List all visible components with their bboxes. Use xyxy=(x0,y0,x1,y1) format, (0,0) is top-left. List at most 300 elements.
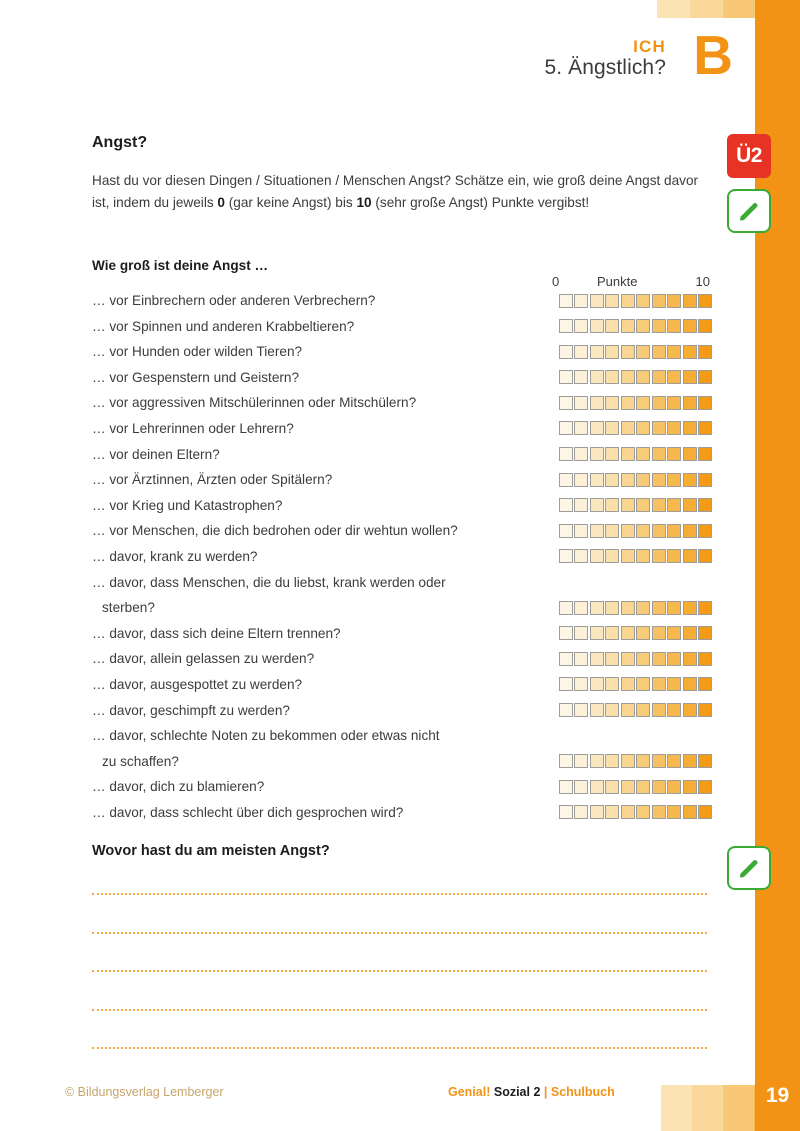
writing-line[interactable] xyxy=(92,1009,707,1011)
gradient-bar-3 xyxy=(723,0,756,18)
scale-cell-4[interactable] xyxy=(605,421,619,435)
scale-cell-8[interactable] xyxy=(667,677,681,691)
scale-cell-10[interactable] xyxy=(698,294,712,308)
question-text xyxy=(92,288,552,314)
scale-cell-6[interactable] xyxy=(636,370,650,384)
scale-cell-8[interactable] xyxy=(667,626,681,640)
scale-cell-8[interactable] xyxy=(667,805,681,819)
scale-cell-9[interactable] xyxy=(683,421,697,435)
question-line: … davor, geschimpft zu werden? xyxy=(92,702,290,718)
scale-cell-8[interactable] xyxy=(667,780,681,794)
scale-cell-10[interactable] xyxy=(698,345,712,359)
intro-bold-zero: 0 xyxy=(217,194,225,210)
scale-cell-6[interactable] xyxy=(636,319,650,333)
pencil-icon-box-top xyxy=(727,189,771,233)
header-orange-block xyxy=(755,0,800,30)
scale-cell-7[interactable] xyxy=(652,780,666,794)
scale-cell-5[interactable] xyxy=(621,652,635,666)
scale-cell-6[interactable] xyxy=(636,780,650,794)
scale-cell-8[interactable] xyxy=(667,370,681,384)
question-line: … vor Ärztinnen, Ärzten oder Spitälern? xyxy=(92,472,333,488)
rating-scale[interactable] xyxy=(559,601,713,615)
rating-scale[interactable] xyxy=(559,805,713,819)
scale-cell-10[interactable] xyxy=(698,652,712,666)
pencil-icon-box-bottom xyxy=(727,846,771,890)
writing-line[interactable] xyxy=(92,1047,707,1049)
scale-cell-2[interactable] xyxy=(574,447,588,461)
page-header xyxy=(300,24,740,96)
question-line: … davor, schlechte Noten zu bekommen oder etwas nicht xyxy=(92,728,440,744)
scale-cell-4[interactable] xyxy=(605,447,619,461)
scale-cell-8[interactable] xyxy=(667,601,681,615)
rating-scale[interactable] xyxy=(559,652,713,666)
question-row xyxy=(92,646,712,672)
question-row xyxy=(92,698,712,724)
scale-cell-2[interactable] xyxy=(574,319,588,333)
question-row xyxy=(92,467,712,493)
scale-cell-10[interactable] xyxy=(698,370,712,384)
scale-cell-5[interactable] xyxy=(621,754,635,768)
scale-cell-8[interactable] xyxy=(667,754,681,768)
gradient-bar-3 xyxy=(723,1085,754,1131)
scale-cell-4[interactable] xyxy=(605,601,619,615)
question-line: zu schaffen? xyxy=(102,753,179,769)
scale-cell-1[interactable] xyxy=(559,703,573,717)
question-row xyxy=(92,544,712,570)
scale-cell-5[interactable] xyxy=(621,370,635,384)
question-row xyxy=(92,493,712,519)
question-row xyxy=(92,518,712,544)
rating-scale[interactable] xyxy=(559,780,713,794)
scale-cell-7[interactable] xyxy=(652,601,666,615)
intro-text-part2: (gar keine Angst) bis xyxy=(224,194,357,210)
intro-text-part1: Hast du vor diesen Dingen / Situationen / Menschen Angst? Schätze ein, wie groß deine Angst davor ist, indem du jeweils xyxy=(92,173,699,210)
scale-cell-2[interactable] xyxy=(574,652,588,666)
scale-cell-9[interactable] xyxy=(683,447,697,461)
scale-cell-9[interactable] xyxy=(683,652,697,666)
scale-cell-9[interactable] xyxy=(683,498,697,512)
question-line: … vor Spinnen und anderen Krabbeltieren? xyxy=(92,318,355,334)
scale-min-label: 0 xyxy=(552,274,560,289)
page-number: 19 xyxy=(755,1072,800,1131)
question-text xyxy=(92,698,552,724)
scale-cell-9[interactable] xyxy=(683,396,697,410)
scale-cell-6[interactable] xyxy=(636,703,650,717)
scale-cell-7[interactable] xyxy=(652,319,666,333)
gradient-bar-2 xyxy=(692,1085,723,1131)
rating-scale[interactable] xyxy=(559,396,713,410)
scale-cell-6[interactable] xyxy=(636,549,650,563)
scale-cell-2[interactable] xyxy=(574,524,588,538)
scale-cell-4[interactable] xyxy=(605,473,619,487)
scale-cell-5[interactable] xyxy=(621,601,635,615)
scale-cell-1[interactable] xyxy=(559,652,573,666)
scale-cell-7[interactable] xyxy=(652,370,666,384)
question-line: … davor, dass schlecht über dich gesprochen wird? xyxy=(92,804,404,820)
scale-cell-3[interactable] xyxy=(590,345,604,359)
scale-cell-6[interactable] xyxy=(636,626,650,640)
question-text xyxy=(92,365,552,391)
question-text xyxy=(92,723,552,774)
scale-cell-5[interactable] xyxy=(621,780,635,794)
question-text xyxy=(92,570,552,621)
question-line: … davor, dich zu blamieren? xyxy=(92,779,265,795)
scale-cell-1[interactable] xyxy=(559,601,573,615)
scale-cell-10[interactable] xyxy=(698,319,712,333)
scale-cell-3[interactable] xyxy=(590,677,604,691)
gradient-bar-1 xyxy=(657,0,690,18)
scale-cell-4[interactable] xyxy=(605,345,619,359)
scale-cell-5[interactable] xyxy=(621,805,635,819)
question-text xyxy=(92,621,552,647)
scale-cell-4[interactable] xyxy=(605,703,619,717)
question-row xyxy=(92,621,712,647)
scale-cell-2[interactable] xyxy=(574,498,588,512)
scale-cell-6[interactable] xyxy=(636,345,650,359)
scale-cell-4[interactable] xyxy=(605,626,619,640)
question-row xyxy=(92,672,712,698)
questions-subheading: Wie groß ist deine Angst … xyxy=(92,258,269,273)
scale-cell-9[interactable] xyxy=(683,780,697,794)
scale-cell-3[interactable] xyxy=(590,319,604,333)
scale-cell-8[interactable] xyxy=(667,421,681,435)
scale-cell-9[interactable] xyxy=(683,370,697,384)
scale-cell-7[interactable] xyxy=(652,498,666,512)
scale-cell-10[interactable] xyxy=(698,447,712,461)
scale-cell-9[interactable] xyxy=(683,601,697,615)
scale-cell-1[interactable] xyxy=(559,473,573,487)
scale-cell-3[interactable] xyxy=(590,473,604,487)
intro-paragraph xyxy=(92,170,707,213)
question-line: … davor, krank zu werden? xyxy=(92,548,258,564)
scale-cell-8[interactable] xyxy=(667,652,681,666)
scale-cell-1[interactable] xyxy=(559,396,573,410)
rating-scale[interactable] xyxy=(559,447,713,461)
scale-cell-10[interactable] xyxy=(698,703,712,717)
scale-cell-3[interactable] xyxy=(590,447,604,461)
scale-cell-9[interactable] xyxy=(683,677,697,691)
question-text xyxy=(92,774,552,800)
scale-cell-7[interactable] xyxy=(652,396,666,410)
scale-cell-9[interactable] xyxy=(683,626,697,640)
scale-cell-10[interactable] xyxy=(698,421,712,435)
scale-cell-7[interactable] xyxy=(652,677,666,691)
scale-cell-5[interactable] xyxy=(621,703,635,717)
scale-cell-7[interactable] xyxy=(652,473,666,487)
scale-cell-2[interactable] xyxy=(574,754,588,768)
scale-cell-3[interactable] xyxy=(590,754,604,768)
question-row xyxy=(92,339,712,365)
scale-cell-3[interactable] xyxy=(590,549,604,563)
footer-type: Schulbuch xyxy=(550,1085,615,1099)
scale-cell-9[interactable] xyxy=(683,294,697,308)
scale-cell-10[interactable] xyxy=(698,473,712,487)
pencil-icon xyxy=(736,855,762,881)
scale-cell-7[interactable] xyxy=(652,447,666,461)
scale-cell-5[interactable] xyxy=(621,319,635,333)
writing-line[interactable] xyxy=(92,970,707,972)
scale-cell-3[interactable] xyxy=(590,370,604,384)
scale-cell-4[interactable] xyxy=(605,396,619,410)
scale-cell-5[interactable] xyxy=(621,396,635,410)
footer-book: Sozial 2 xyxy=(493,1085,541,1099)
scale-cell-10[interactable] xyxy=(698,396,712,410)
scale-cell-5[interactable] xyxy=(621,447,635,461)
question-line: … vor Gespenstern und Geistern? xyxy=(92,369,300,385)
scale-cell-6[interactable] xyxy=(636,677,650,691)
question-text xyxy=(92,467,552,493)
scale-cell-8[interactable] xyxy=(667,319,681,333)
scale-cell-3[interactable] xyxy=(590,498,604,512)
question-row xyxy=(92,774,712,800)
question-text xyxy=(92,416,552,442)
rating-scale[interactable] xyxy=(559,345,713,359)
scale-cell-8[interactable] xyxy=(667,498,681,512)
writing-lines[interactable] xyxy=(92,893,707,1086)
scale-cell-1[interactable] xyxy=(559,524,573,538)
scale-cell-3[interactable] xyxy=(590,626,604,640)
scale-cell-1[interactable] xyxy=(559,294,573,308)
scale-cell-9[interactable] xyxy=(683,703,697,717)
question-line: sterben? xyxy=(102,600,155,616)
writing-line[interactable] xyxy=(92,893,707,895)
scale-cell-4[interactable] xyxy=(605,319,619,333)
scale-cell-3[interactable] xyxy=(590,421,604,435)
scale-cell-9[interactable] xyxy=(683,319,697,333)
rating-scale[interactable] xyxy=(559,473,713,487)
scale-cell-6[interactable] xyxy=(636,447,650,461)
footer-copyright: © Bildungsverlag Lemberger xyxy=(65,1085,224,1099)
rating-scale[interactable] xyxy=(559,294,713,308)
rating-scale[interactable] xyxy=(559,524,713,538)
scale-cell-5[interactable] xyxy=(621,549,635,563)
scale-cell-10[interactable] xyxy=(698,498,712,512)
scale-cell-6[interactable] xyxy=(636,524,650,538)
scale-cell-5[interactable] xyxy=(621,473,635,487)
footer-book-info xyxy=(448,1085,615,1099)
scale-cell-6[interactable] xyxy=(636,805,650,819)
scale-cell-3[interactable] xyxy=(590,703,604,717)
scale-cell-2[interactable] xyxy=(574,370,588,384)
scale-cell-5[interactable] xyxy=(621,626,635,640)
scale-cell-3[interactable] xyxy=(590,780,604,794)
question-text xyxy=(92,518,552,544)
scale-cell-7[interactable] xyxy=(652,524,666,538)
scale-cell-2[interactable] xyxy=(574,549,588,563)
scale-cell-4[interactable] xyxy=(605,294,619,308)
scale-cell-8[interactable] xyxy=(667,473,681,487)
rating-scale[interactable] xyxy=(559,498,713,512)
scale-cell-6[interactable] xyxy=(636,421,650,435)
question-line: … davor, dass Menschen, die du liebst, krank werden oder xyxy=(92,574,446,590)
scale-cell-1[interactable] xyxy=(559,345,573,359)
scale-cell-3[interactable] xyxy=(590,601,604,615)
scale-cell-9[interactable] xyxy=(683,754,697,768)
scale-cell-4[interactable] xyxy=(605,549,619,563)
scale-cell-1[interactable] xyxy=(559,626,573,640)
question-row xyxy=(92,365,712,391)
scale-cell-6[interactable] xyxy=(636,601,650,615)
rating-scale[interactable] xyxy=(559,421,713,435)
gradient-bar-2 xyxy=(690,0,723,18)
question-row xyxy=(92,442,712,468)
scale-cell-9[interactable] xyxy=(683,549,697,563)
scale-cell-8[interactable] xyxy=(667,345,681,359)
rating-scale[interactable] xyxy=(559,319,713,333)
scale-cell-6[interactable] xyxy=(636,294,650,308)
exercise-badge: Ü2 xyxy=(727,134,771,178)
scale-cell-4[interactable] xyxy=(605,370,619,384)
rating-scale[interactable] xyxy=(559,549,713,563)
question-row xyxy=(92,723,712,774)
question-text xyxy=(92,672,552,698)
scale-cell-8[interactable] xyxy=(667,703,681,717)
intro-bold-ten: 10 xyxy=(356,194,372,210)
scale-cell-5[interactable] xyxy=(621,524,635,538)
rating-scale[interactable] xyxy=(559,370,713,384)
rating-scale[interactable] xyxy=(559,677,713,691)
scale-cell-5[interactable] xyxy=(621,345,635,359)
scale-cell-8[interactable] xyxy=(667,549,681,563)
scale-cell-1[interactable] xyxy=(559,805,573,819)
rating-scale[interactable] xyxy=(559,703,713,717)
question-text xyxy=(92,646,552,672)
header-section-letter: B xyxy=(693,24,733,86)
scale-cell-4[interactable] xyxy=(605,652,619,666)
question-text xyxy=(92,390,552,416)
question-line: … vor Krieg und Katastrophen? xyxy=(92,497,283,513)
pencil-icon xyxy=(736,198,762,224)
scale-cell-4[interactable] xyxy=(605,754,619,768)
question-line: … vor aggressiven Mitschülerinnen oder Mitschülern? xyxy=(92,395,417,411)
scale-cell-9[interactable] xyxy=(683,524,697,538)
scale-cell-4[interactable] xyxy=(605,498,619,512)
scale-max-label: 10 xyxy=(695,274,710,289)
writing-line[interactable] xyxy=(92,932,707,934)
scale-cell-1[interactable] xyxy=(559,780,573,794)
scale-cell-2[interactable] xyxy=(574,421,588,435)
question-row xyxy=(92,314,712,340)
question-line: … vor Lehrerinnen oder Lehrern? xyxy=(92,420,294,436)
footer-series: Genial! xyxy=(448,1085,491,1099)
scale-cell-9[interactable] xyxy=(683,805,697,819)
scale-cell-1[interactable] xyxy=(559,319,573,333)
scale-cell-2[interactable] xyxy=(574,780,588,794)
scale-cell-7[interactable] xyxy=(652,626,666,640)
scale-cell-2[interactable] xyxy=(574,703,588,717)
scale-cell-7[interactable] xyxy=(652,703,666,717)
scale-cell-7[interactable] xyxy=(652,754,666,768)
scale-cell-5[interactable] xyxy=(621,421,635,435)
scale-cell-1[interactable] xyxy=(559,677,573,691)
scale-cell-7[interactable] xyxy=(652,652,666,666)
scale-cell-10[interactable] xyxy=(698,549,712,563)
scale-cell-2[interactable] xyxy=(574,805,588,819)
scale-cell-10[interactable] xyxy=(698,524,712,538)
scale-cell-2[interactable] xyxy=(574,396,588,410)
scale-cell-6[interactable] xyxy=(636,396,650,410)
scale-cell-8[interactable] xyxy=(667,294,681,308)
question-line: … davor, dass sich deine Eltern trennen? xyxy=(92,625,341,641)
scale-cell-10[interactable] xyxy=(698,780,712,794)
scale-cell-4[interactable] xyxy=(605,780,619,794)
scale-cell-10[interactable] xyxy=(698,626,712,640)
question-text xyxy=(92,544,552,570)
intro-text-part3: (sehr große Angst) Punkte vergibst! xyxy=(371,194,590,210)
scale-cell-1[interactable] xyxy=(559,549,573,563)
question-text xyxy=(92,800,552,826)
question-row xyxy=(92,390,712,416)
scale-cell-7[interactable] xyxy=(652,421,666,435)
rating-scale[interactable] xyxy=(559,754,713,768)
scale-cell-10[interactable] xyxy=(698,805,712,819)
scale-cell-3[interactable] xyxy=(590,652,604,666)
rating-scale[interactable] xyxy=(559,626,713,640)
scale-cell-5[interactable] xyxy=(621,677,635,691)
open-question-heading: Wovor hast du am meisten Angst? xyxy=(92,843,330,859)
scale-cell-6[interactable] xyxy=(636,498,650,512)
question-list xyxy=(92,288,712,825)
scale-cell-3[interactable] xyxy=(590,524,604,538)
scale-cell-2[interactable] xyxy=(574,601,588,615)
scale-cell-2[interactable] xyxy=(574,677,588,691)
scale-cell-1[interactable] xyxy=(559,447,573,461)
page-title: 5. Ängstlich? xyxy=(544,56,666,79)
scale-cell-6[interactable] xyxy=(636,652,650,666)
scale-cell-3[interactable] xyxy=(590,396,604,410)
scale-cell-5[interactable] xyxy=(621,498,635,512)
scale-cell-1[interactable] xyxy=(559,498,573,512)
scale-cell-6[interactable] xyxy=(636,473,650,487)
scale-cell-6[interactable] xyxy=(636,754,650,768)
scale-cell-8[interactable] xyxy=(667,447,681,461)
question-text xyxy=(92,339,552,365)
scale-cell-7[interactable] xyxy=(652,549,666,563)
scale-cell-2[interactable] xyxy=(574,473,588,487)
scale-cell-9[interactable] xyxy=(683,345,697,359)
question-row xyxy=(92,570,712,621)
scale-cell-8[interactable] xyxy=(667,396,681,410)
scale-cell-9[interactable] xyxy=(683,473,697,487)
scale-cell-2[interactable] xyxy=(574,345,588,359)
question-row xyxy=(92,800,712,826)
question-row xyxy=(92,288,712,314)
footer-separator: | xyxy=(543,1085,548,1099)
scale-cell-4[interactable] xyxy=(605,524,619,538)
scale-cell-5[interactable] xyxy=(621,294,635,308)
scale-cell-4[interactable] xyxy=(605,677,619,691)
question-line: … vor Hunden oder wilden Tieren? xyxy=(92,344,303,360)
question-text xyxy=(92,493,552,519)
scale-cell-4[interactable] xyxy=(605,805,619,819)
scale-cell-1[interactable] xyxy=(559,754,573,768)
scale-cell-1[interactable] xyxy=(559,421,573,435)
scale-cell-10[interactable] xyxy=(698,601,712,615)
scale-cell-2[interactable] xyxy=(574,294,588,308)
scale-cell-7[interactable] xyxy=(652,294,666,308)
scale-cell-2[interactable] xyxy=(574,626,588,640)
scale-cell-10[interactable] xyxy=(698,677,712,691)
scale-cell-7[interactable] xyxy=(652,805,666,819)
scale-cell-8[interactable] xyxy=(667,524,681,538)
question-line: … vor Menschen, die dich bedrohen oder dir wehtun wollen? xyxy=(92,523,458,539)
scale-cell-3[interactable] xyxy=(590,294,604,308)
scale-cell-1[interactable] xyxy=(559,370,573,384)
scale-cell-3[interactable] xyxy=(590,805,604,819)
scale-cell-10[interactable] xyxy=(698,754,712,768)
scale-cell-7[interactable] xyxy=(652,345,666,359)
gradient-bar-1 xyxy=(661,1085,692,1131)
